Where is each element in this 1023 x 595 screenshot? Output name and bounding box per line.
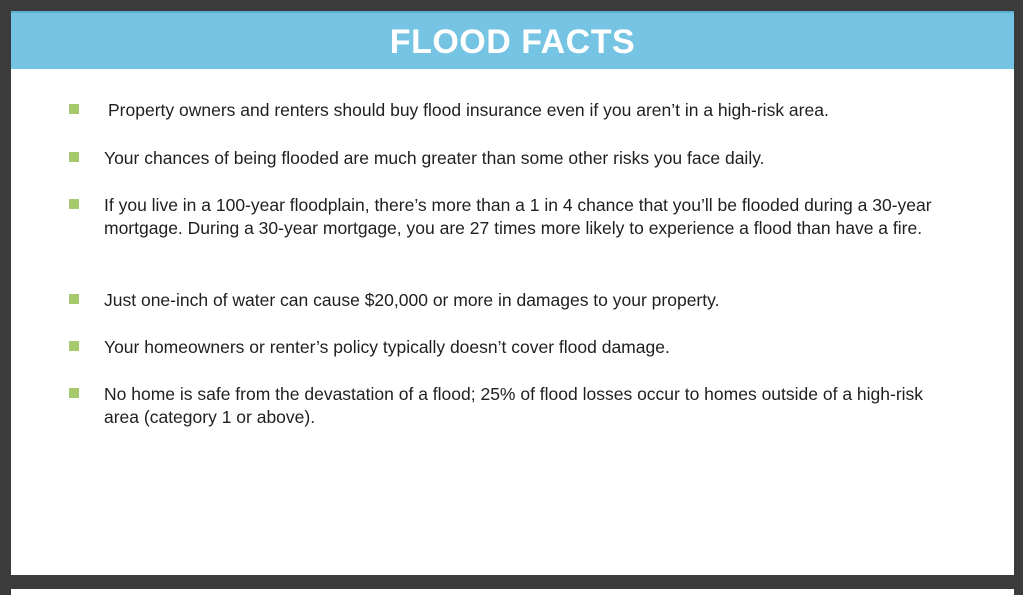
square-bullet-icon [69,294,79,304]
slide-page [11,11,1014,575]
fact-text: No home is safe from the devastation of a flood; 25% of flood losses occur to homes outside of a high-risk area (category 1 or above). [104,384,924,427]
square-bullet-icon [69,104,79,114]
fact-text: Your homeowners or renter’s policy typically doesn’t cover flood damage. [104,337,670,357]
square-bullet-icon [69,152,79,162]
square-bullet-icon [69,388,79,398]
fact-text: If you live in a 100-year floodplain, there’s more than a 1 in 4 chance that you’ll be flooded during a 30-year mortgage. During a 30-year mortgage, you are 27 times more likely to experience a flood than have a fire. [104,195,932,238]
next-page-edge [11,589,1014,595]
slide-title: FLOOD FACTS [389,23,636,61]
fact-text: Your chances of being flooded are much greater than some other risks you face daily. [104,148,765,168]
fact-text: Just one-inch of water can cause $20,000 or more in damages to your property. [104,290,720,310]
fact-text: Property owners and renters should buy flood insurance even if you aren’t in a high-risk area. [108,100,829,120]
square-bullet-icon [69,341,79,351]
square-bullet-icon [69,199,79,209]
title-banner [11,11,1014,69]
